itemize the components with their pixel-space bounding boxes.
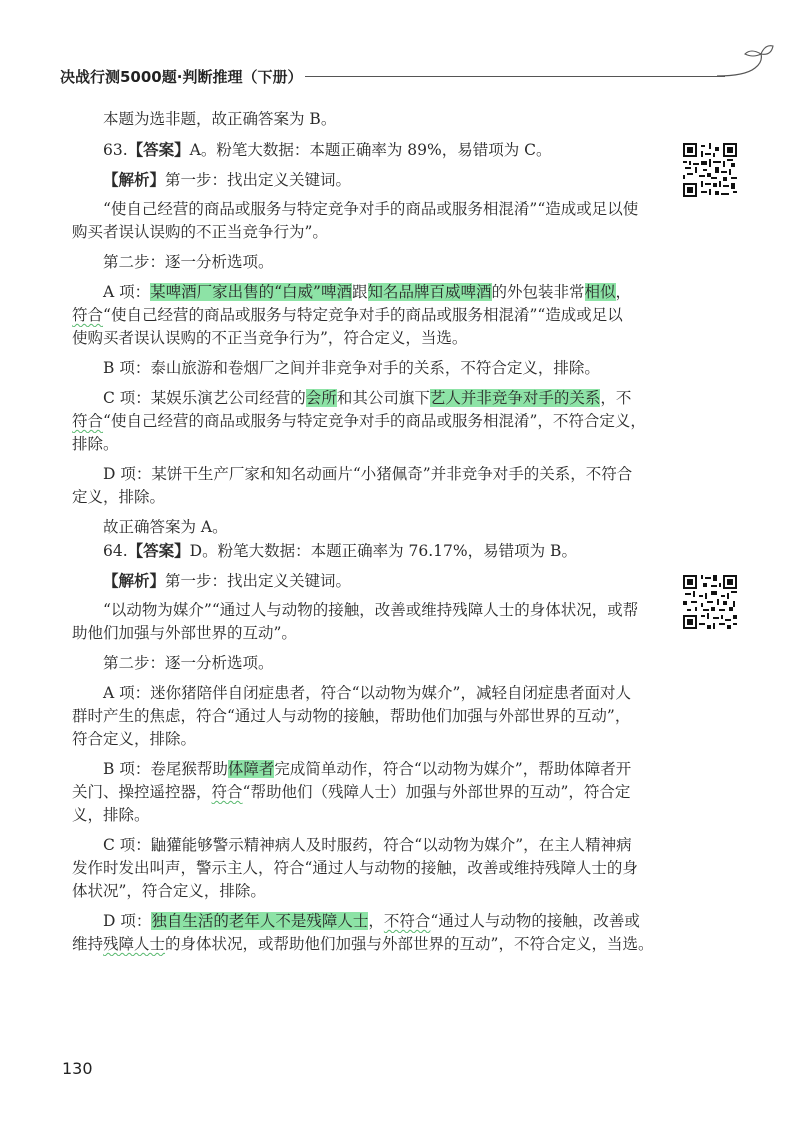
text-line: [72, 682, 654, 705]
text-line: [72, 834, 654, 857]
text-segment: 和其公司旗下: [336, 389, 430, 407]
text-segment: 购买者误认误购的不正当竞争行为”。: [72, 223, 328, 241]
text-line: [72, 327, 654, 350]
text-segment: D。粉笔大数据：本题正确率为 76.17%，易错项为 B。: [189, 542, 577, 560]
wavy-underlined-text: 符合: [211, 783, 243, 801]
highlighted-text: 相似: [584, 283, 616, 301]
text-line: [72, 622, 654, 645]
text-segment: 体状况”，符合定义，排除。: [72, 882, 266, 900]
header-rule: [305, 76, 725, 77]
answer-explanation-body: [72, 108, 654, 956]
highlighted-text: 艺人并非竞争对手的关系: [429, 389, 601, 407]
page-header: [60, 64, 750, 88]
highlighted-text: 某啤酒厂家出售的“白威”啤酒: [150, 283, 352, 301]
text-line: [72, 599, 654, 622]
text-segment: 发作时发出叫声，警示主人，符合“通过人与动物的接触，改善或维持残障人士的身: [72, 859, 638, 877]
text-line: [72, 221, 654, 244]
qr-code-icon[interactable]: [683, 143, 737, 197]
line-gap: [72, 903, 654, 910]
text-line: [72, 910, 654, 933]
text-segment: B 项：卷尾猴帮助: [103, 760, 228, 778]
qr-code-icon[interactable]: [683, 575, 737, 629]
highlighted-text: 独自生活的老年人不是残障人士: [151, 912, 369, 930]
text-segment: 使购买者误认误购的不正当竞争行为”，符合定义，当选。: [72, 329, 468, 347]
text-line: [72, 705, 654, 728]
text-segment: A 项：迷你猪陪伴自闭症患者，符合“以动物为媒介”，减轻自闭症患者面对人: [103, 684, 631, 702]
text-line: [72, 108, 654, 131]
text-segment: 助他们加强与外部世界的互动”。: [72, 624, 297, 642]
text-segment: A 项：: [103, 283, 151, 301]
answer-label: 【解析】: [103, 571, 166, 590]
line-gap: [72, 161, 654, 168]
text-segment: 维持: [72, 935, 104, 953]
text-line: [72, 539, 654, 562]
line-gap: [72, 191, 654, 198]
text-segment: 义，排除。: [72, 806, 150, 824]
text-line: [72, 728, 654, 751]
text-segment: A。粉笔大数据：本题正确率为 89%，易错项为 C。: [189, 141, 552, 159]
wavy-underlined-text: 符合: [72, 412, 104, 430]
text-line: [72, 857, 654, 880]
text-line: [72, 357, 654, 380]
text-segment: 本题为选非题，故正确答案为 B。: [103, 110, 337, 128]
answer-label: 【解析】: [103, 170, 166, 189]
text-line: [72, 804, 654, 827]
text-segment: 第一步：找出定义关键词。: [165, 572, 352, 590]
text-segment: 排除。: [72, 435, 119, 453]
highlighted-text: 会所: [305, 389, 337, 407]
wavy-underlined-text: 不符合: [383, 912, 431, 930]
line-gap: [72, 751, 654, 758]
book-title: 决战行测5000题·判断推理（下册）: [60, 68, 303, 86]
text-segment: 完成简单动作，符合“以动物为媒介”，帮助体障者开: [274, 760, 632, 778]
text-segment: 第二步：逐一分析选项。: [103, 253, 274, 271]
text-segment: 的身体状况，或帮助他们加强与外部世界的互动”，不符合定义，当选。: [165, 935, 654, 953]
text-line: [72, 410, 654, 433]
text-segment: “使自己经营的商品或服务与特定竞争对手的商品或服务相混淆”，不符合定义，: [103, 412, 646, 430]
answer-label: 【答案】: [127, 140, 190, 159]
text-segment: 64.: [103, 542, 128, 560]
text-segment: 第二步：逐一分析选项。: [103, 654, 274, 672]
line-gap: [72, 350, 654, 357]
text-segment: 的外包装非常: [491, 283, 585, 301]
text-segment: ，不: [600, 389, 632, 407]
text-segment: ，: [368, 912, 384, 930]
text-segment: 定义，排除。: [72, 488, 166, 506]
text-segment: ，: [615, 283, 632, 301]
line-gap: [72, 509, 654, 516]
text-line: [72, 486, 654, 509]
text-segment: B 项：泰山旅游和卷烟厂之间并非竞争对手的关系，不符合定义，排除。: [103, 359, 600, 377]
text-line: [72, 933, 654, 956]
text-segment: 符合定义，排除。: [72, 730, 197, 748]
text-segment: D 项：: [103, 912, 152, 930]
line-gap: [72, 456, 654, 463]
line-gap: [72, 675, 654, 682]
text-line: [72, 304, 654, 327]
text-line: [72, 138, 654, 161]
line-gap: [72, 131, 654, 138]
page-number: 130: [62, 1059, 93, 1078]
text-segment: “使自己经营的商品或服务与特定竞争对手的商品或服务相混淆”“造成或足以: [103, 306, 623, 324]
text-line: [72, 433, 654, 456]
text-segment: 第一步：找出定义关键词。: [165, 171, 352, 189]
text-segment: 故正确答案为 A。: [103, 518, 228, 536]
line-gap: [72, 592, 654, 599]
line-gap: [72, 562, 654, 569]
sprout-icon: [715, 42, 775, 82]
text-line: [72, 652, 654, 675]
text-segment: “帮助他们（残障人士）加强与外部世界的互动”，符合定: [242, 783, 631, 801]
line-gap: [72, 827, 654, 834]
text-line: [72, 198, 654, 221]
text-line: [72, 516, 654, 539]
text-segment: C 项：鼬獾能够警示精神病人及时服药，符合“以动物为媒介”，在主人精神病: [103, 836, 632, 854]
line-gap: [72, 645, 654, 652]
text-segment: 63.: [103, 141, 128, 159]
text-line: [72, 781, 654, 804]
text-segment: D 项：某饼干生产厂家和知名动画片“小猪佩奇”并非竞争对手的关系，不符合: [103, 465, 633, 483]
highlighted-text: 知名品牌百威啤酒: [367, 283, 492, 301]
text-segment: C 项：某娱乐演艺公司经营的: [103, 389, 306, 407]
text-line: [72, 463, 654, 486]
text-segment: “以动物为媒介”“通过人与动物的接触，改善或维持残障人士的身体状况，或帮: [103, 601, 639, 619]
text-line: [72, 758, 654, 781]
text-segment: 关门、操控遥控器，: [72, 783, 212, 801]
text-line: [72, 168, 654, 191]
wavy-underlined-text: 残障人士: [103, 935, 166, 953]
text-segment: 跟: [351, 283, 368, 301]
line-gap: [72, 274, 654, 281]
line-gap: [72, 380, 654, 387]
text-line: [72, 251, 654, 274]
text-segment: 群时产生的焦虑，符合“通过人与动物的接触，帮助他们加强与外部世界的互动”，: [72, 707, 631, 725]
text-line: [72, 880, 654, 903]
answer-label: 【答案】: [127, 541, 190, 560]
text-segment: “通过人与动物的接触，改善或: [430, 912, 640, 930]
highlighted-text: 体障者: [227, 760, 275, 778]
text-segment: “使自己经营的商品或服务与特定竞争对手的商品或服务相混淆”“造成或足以使: [103, 200, 639, 218]
text-line: [72, 387, 654, 410]
wavy-underlined-text: 符合: [72, 306, 104, 324]
text-line: [72, 569, 654, 592]
line-gap: [72, 244, 654, 251]
text-line: [72, 281, 654, 304]
